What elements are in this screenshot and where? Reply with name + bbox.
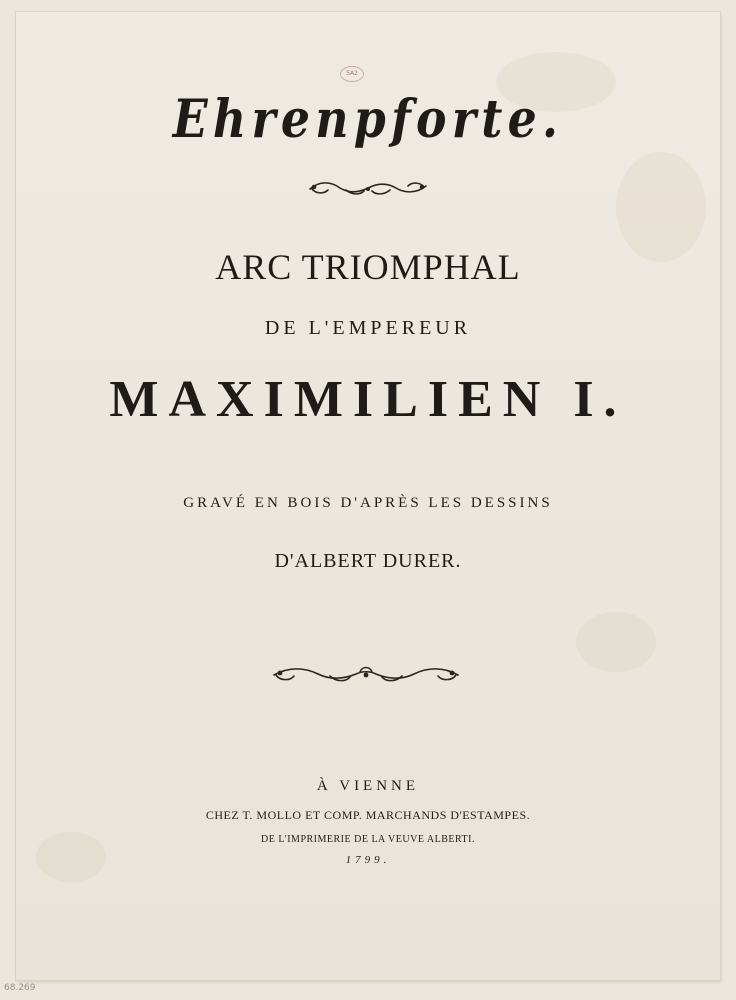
imprint-year: 1799. <box>345 854 391 866</box>
stain <box>576 612 656 672</box>
scroll-flourish-icon <box>270 663 462 685</box>
blackletter-title: Ehrenpforte. <box>172 89 564 150</box>
imprint-publisher: CHEZ T. MOLLO ET COMP. MARCHANDS D'ESTAMPES. <box>205 808 531 822</box>
inventory-number: 68.269 <box>4 983 36 993</box>
artist-line: D'ALBERT DURER. <box>274 550 462 572</box>
title: ARC TRIOMPHAL <box>215 247 521 287</box>
scroll-flourish-icon <box>306 178 430 200</box>
imprint-printer: DE L'IMPRIMERIE DE LA VEUVE ALBERTI. <box>260 834 475 845</box>
subtitle: DE L'EMPEREUR <box>264 317 472 339</box>
engraving-line: GRAVÉ EN BOIS D'APRÈS LES DESSINS <box>183 495 553 511</box>
pencil-annotation: 5A2 <box>340 66 364 82</box>
emperor-name: MAXIMILIEN I. <box>109 371 627 428</box>
imprint-place: À VIENNE <box>316 778 420 794</box>
